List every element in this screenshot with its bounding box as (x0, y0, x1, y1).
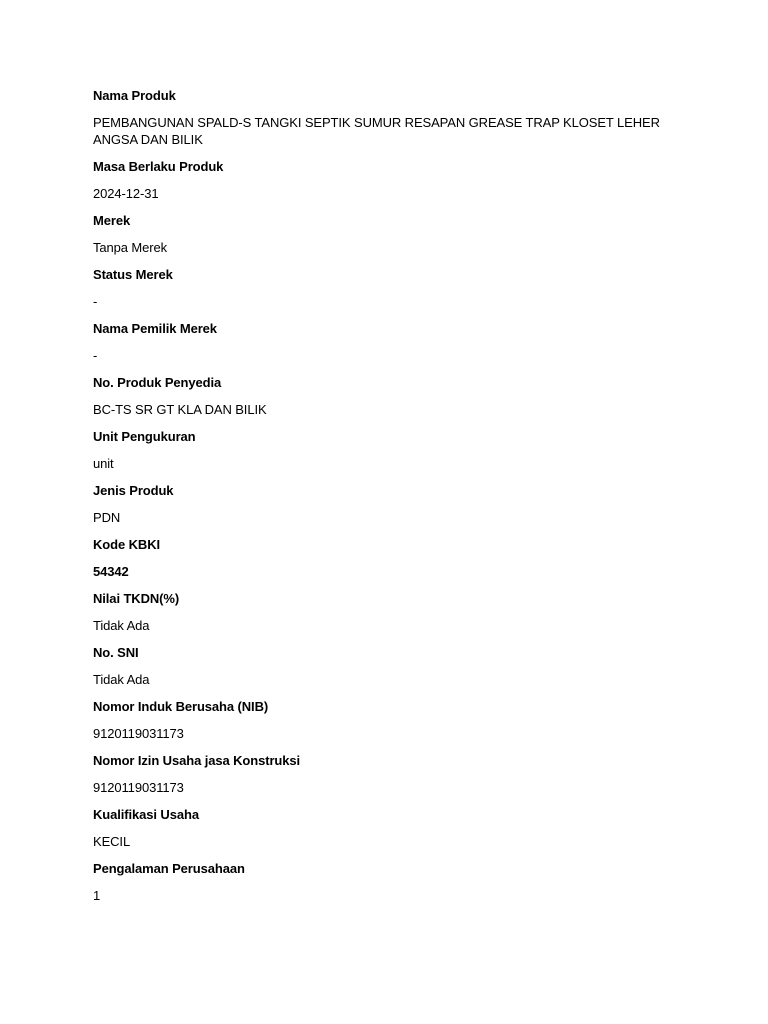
field-no-sni (93, 644, 683, 688)
field-label: Masa Berlaku Produk (93, 159, 224, 174)
document-page (93, 87, 683, 914)
field-nilai-tkdn (93, 590, 683, 634)
field-label: Nomor Izin Usaha jasa Konstruksi (93, 753, 301, 768)
field-label: No. SNI (93, 645, 139, 660)
field-nib (93, 698, 683, 742)
field-value: 9120119031173 (93, 726, 184, 741)
field-value: 54342 (93, 564, 129, 579)
field-value: unit (93, 456, 114, 471)
field-nama-produk (93, 87, 683, 148)
field-izin-usaha-jasa-konstruksi (93, 752, 683, 796)
field-label: Kualifikasi Usaha (93, 807, 199, 822)
field-label: Merek (93, 213, 131, 228)
field-pengalaman-perusahaan (93, 860, 683, 904)
field-value: 1 (93, 888, 101, 903)
field-value: Tanpa Merek (93, 240, 168, 255)
field-label: Nama Produk (93, 88, 176, 103)
field-value: Tidak Ada (93, 618, 150, 633)
field-label: No. Produk Penyedia (93, 375, 222, 390)
field-no-produk-penyedia (93, 374, 683, 418)
field-value: KECIL (93, 834, 131, 849)
field-value: PDN (93, 510, 121, 525)
field-label: Nomor Induk Berusaha (NIB) (93, 699, 269, 714)
field-kualifikasi-usaha (93, 806, 683, 850)
field-label: Nama Pemilik Merek (93, 321, 217, 336)
field-masa-berlaku-produk (93, 158, 683, 202)
field-unit-pengukuran (93, 428, 683, 472)
field-label: Pengalaman Perusahaan (93, 861, 245, 876)
field-label: Nilai TKDN(%) (93, 591, 180, 606)
field-value: PEMBANGUNAN SPALD-S TANGKI SEPTIK SUMUR RESAPAN GREASE TRAP KLOSET LEHER ANGSA DAN BILIK (93, 115, 660, 147)
field-label: Jenis Produk (93, 483, 174, 498)
field-jenis-produk (93, 482, 683, 526)
field-merek (93, 212, 683, 256)
field-label: Unit Pengukuran (93, 429, 196, 444)
field-label: Status Merek (93, 267, 173, 282)
field-value: Tidak Ada (93, 672, 150, 687)
field-value: 2024-12-31 (93, 186, 159, 201)
field-status-merek (93, 266, 683, 310)
field-value: - (93, 348, 98, 363)
field-label: Kode KBKI (93, 537, 160, 552)
field-value: - (93, 294, 98, 309)
field-value: BC-TS SR GT KLA DAN BILIK (93, 402, 267, 417)
field-nama-pemilik-merek (93, 320, 683, 364)
field-value: 9120119031173 (93, 780, 184, 795)
field-kode-kbki (93, 536, 683, 580)
